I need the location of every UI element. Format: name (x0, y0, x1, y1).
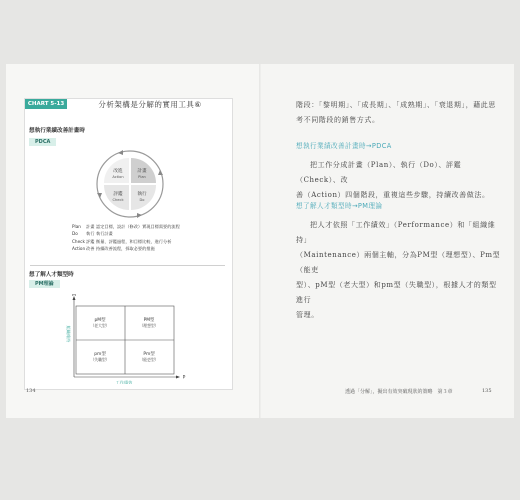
pm-pill: PM理論 (29, 280, 60, 288)
cell-pm-boss-sub: （老大型） (90, 323, 110, 328)
list-item: Do 執行 執行計畫 (72, 231, 113, 237)
section-heading-pdca-right: 想執行業績改善計畫時→PDCA (296, 142, 392, 150)
cell-pm-failure-sub: （失職型） (90, 357, 110, 362)
pdca-pill: PDCA (29, 138, 56, 146)
paragraph-3 (296, 218, 501, 323)
paragraph-line: 把工作分成計畫（Plan）、執行（Do）、評鑑（Check）、改 (296, 161, 462, 184)
paragraph-line: 考不同階段的銷售方式。 (296, 116, 380, 124)
y-axis-letter: M (72, 294, 76, 298)
x-axis-letter: P (182, 375, 186, 381)
cell-pm-ideal-sub: （理想型） (139, 323, 159, 328)
cell-pm-capable-sub: （能吏型） (139, 357, 159, 362)
section-heading-pm: 想了解人才類型時 (29, 272, 74, 278)
cell-pm-capable: Pm型 (143, 352, 155, 357)
cell-pm-boss: pM型 (94, 318, 106, 323)
x-axis-label: 工作績效 (115, 380, 133, 384)
right-page-number: 135 (482, 388, 492, 394)
cell-pm-ideal: PM型 (143, 318, 155, 323)
plan-en: Plan (138, 175, 146, 179)
paragraph-2 (296, 158, 501, 203)
check-label: 評鑑 (113, 192, 123, 197)
paragraph-line: 階段：「黎明期」、「成長期」、「成熟期」、「衰退期」，藉此思 (296, 101, 496, 109)
plan-label: 計畫 (137, 169, 147, 174)
check-en: Check (112, 198, 124, 202)
pm-theory-matrix (58, 294, 188, 384)
do-label: 執行 (137, 192, 147, 197)
paragraph-line: 善（Action）四個階段，重複這些步驟，持續改善做法。 (296, 191, 490, 199)
paragraph-line: 管理。 (296, 311, 319, 319)
chart-badge: CHART 5-13 (25, 99, 67, 109)
list-item: Check評鑑 衡量、評鑑過程，和目標比較，進行分析 (72, 238, 172, 244)
section-divider (30, 265, 225, 266)
action-label: 改進 (113, 169, 123, 174)
running-footer: 透過「分解」，擬出有效突破現狀的策略 第３章 (345, 389, 453, 395)
pdca-definition-list (72, 223, 180, 253)
left-page-number: 134 (26, 388, 36, 394)
action-en: Action (112, 175, 124, 179)
paragraph-line: 型）、pM型（老大型）和pm型（失職型），根據人才的類型進行 (296, 281, 497, 304)
pdca-cycle-diagram (80, 148, 180, 220)
list-item: Action改善 持續改善流程，採取必要的措施 (72, 246, 155, 252)
section-heading-pdca: 想執行業績改善計畫時 (29, 128, 85, 134)
cell-pm-failure: pm型 (94, 352, 106, 357)
section-heading-pm-right: 想了解人才類型時→PM理論 (296, 202, 383, 210)
y-axis-label: 組織維持 (66, 325, 71, 343)
do-en: Do (139, 198, 145, 202)
paragraph-1 (296, 98, 501, 128)
chart-title: 分析架構是分解的實用工具⑥ (98, 100, 202, 109)
paragraph-line: 把人才依照「工作績效」（Performance）和「組織維持」 (296, 221, 496, 244)
list-item: Plan 計畫 認定目標，設計（修改）實現目標需要的流程 (72, 224, 180, 229)
book-gutter (259, 64, 261, 418)
paragraph-line: （Maintenance）兩個主軸，分為PM型（理想型）、Pm型（能吏 (296, 251, 501, 274)
